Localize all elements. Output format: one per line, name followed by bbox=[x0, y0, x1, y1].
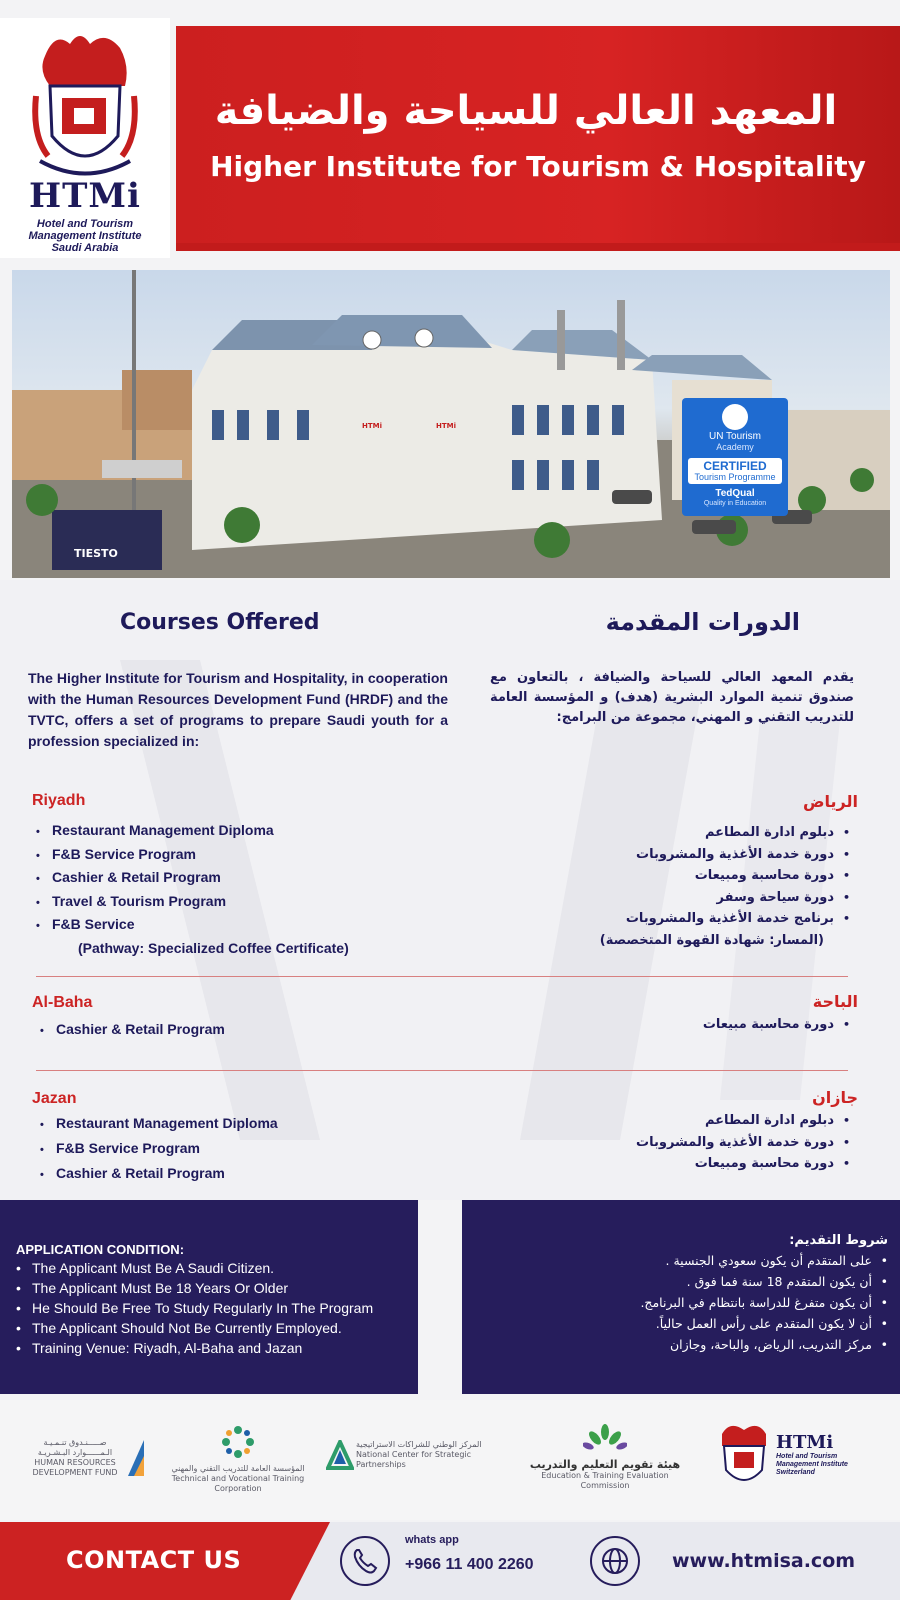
list-item: • دورة محاسبة ومبيعات bbox=[636, 1153, 850, 1175]
city-albaha-en: Al-Baha bbox=[32, 994, 93, 1011]
globe-icon[interactable] bbox=[590, 1536, 640, 1586]
list-item: • دورة محاسبة ومبيعات bbox=[600, 865, 850, 887]
photo-sign-text: TIESTO bbox=[74, 547, 118, 560]
list-item: • The Applicant Must Be A Saudi Citizen. bbox=[16, 1258, 402, 1278]
partner-logos bbox=[0, 1400, 900, 1520]
badge-tedqual: TedQual bbox=[715, 488, 755, 499]
city-jazan-en: Jazan bbox=[32, 1090, 77, 1107]
list-item: • دورة سياحة وسفر bbox=[600, 887, 850, 909]
list-item: • F&B Service Program bbox=[40, 1137, 278, 1162]
campus-photo bbox=[12, 270, 890, 578]
list-item: • Cashier & Retail Program bbox=[36, 867, 349, 891]
city-riyadh-ar: الرياض bbox=[803, 792, 858, 811]
tvtc-icon bbox=[220, 1424, 256, 1460]
list-item: • دورة خدمة الأغذية والمشروبات bbox=[636, 1132, 850, 1154]
list-item: • The Applicant Should Not Be Currently Employed. bbox=[16, 1318, 402, 1338]
website-link[interactable]: www.htmisa.com bbox=[672, 1550, 856, 1572]
conditions-ar bbox=[462, 1200, 900, 1394]
city-albaha-ar: الباحة bbox=[812, 992, 858, 1011]
list-item: • Cashier & Retail Program bbox=[40, 1019, 225, 1043]
conditions-en bbox=[0, 1200, 418, 1394]
list-item: • F&B Service Program bbox=[36, 844, 349, 868]
list-item: • دورة خدمة الأغذية والمشروبات bbox=[600, 844, 850, 866]
list-item-pathway: (المسار: شهادة القهوة المتخصصة) bbox=[599, 932, 824, 948]
ncsp-logo: المركز الوطني للشراكات الاستراتيجية National Center for Strategic Partnerships bbox=[326, 1440, 490, 1470]
riyadh-courses-ar bbox=[600, 822, 850, 951]
list-item: • أن لا يكون المتقدم على رأس العمل حالياً. bbox=[478, 1313, 888, 1334]
list-item: • على المتقدم أن يكون سعودي الجنسية . bbox=[478, 1250, 888, 1271]
tvtc-logo: المؤسسة العامة للتدريب التقني والمهني Technical and Vocational Training Corporation bbox=[168, 1424, 308, 1494]
title-english: Higher Institute for Tourism & Hospitality bbox=[210, 150, 866, 183]
whatsapp-label: whats app bbox=[405, 1534, 459, 1546]
list-item: • He Should Be Free To Study Regularly In The Program bbox=[16, 1298, 402, 1318]
logo-subtitle: Hotel and Tourism Management Institute Saudi Arabia bbox=[28, 218, 142, 254]
albaha-courses-ar bbox=[703, 1014, 850, 1036]
list-item: • Restaurant Management Diploma bbox=[36, 820, 349, 844]
list-item: • دبلوم ادارة المطاعم bbox=[636, 1110, 850, 1132]
un-tourism-badge bbox=[682, 398, 788, 516]
intro-en: The Higher Institute for Tourism and Hospitality, in cooperation with the Human Resources Development Fund (HRDF) and the TVTC, offers a set of programs to prepare Saudi youth for a profession specialized in: bbox=[28, 670, 448, 749]
list-item: • برنامج خدمة الأغذية والمشروبات bbox=[600, 908, 850, 930]
ncsp-icon bbox=[326, 1440, 354, 1470]
badge-certified: CERTIFIED Tourism Programme bbox=[688, 458, 782, 484]
list-item-pathway: (Pathway: Specialized Coffee Certificate) bbox=[78, 939, 349, 956]
list-item: • The Applicant Must Be 18 Years Or Older bbox=[16, 1278, 402, 1298]
list-item: • دبلوم ادارة المطاعم bbox=[600, 822, 850, 844]
list-item: • F&B Service bbox=[36, 914, 349, 938]
conditions-title-ar: شروط التقديم: bbox=[789, 1233, 888, 1248]
etec-icon bbox=[583, 1424, 627, 1452]
phone-icon[interactable] bbox=[340, 1536, 390, 1586]
photo-building-sign-1: HTMi bbox=[362, 422, 382, 430]
list-item: • أن يكون متفرغ للدراسة بانتظام في البرنامج. bbox=[478, 1292, 888, 1313]
photo-building-sign-2: HTMi bbox=[436, 422, 456, 430]
list-item: • Restaurant Management Diploma bbox=[40, 1112, 278, 1137]
riyadh-courses-en bbox=[36, 820, 349, 959]
city-jazan-ar: جازان bbox=[812, 1088, 858, 1107]
title-arabic: المعهد العالي للسياحة والضيافة bbox=[214, 88, 838, 134]
list-item: • مركز التدريب، الرياض، والباحة، وجازان bbox=[478, 1334, 888, 1355]
title-banner bbox=[176, 26, 900, 251]
phone-number-link[interactable]: +966 11 400 2260 bbox=[405, 1556, 534, 1573]
logo-wordmark: HTMi bbox=[29, 176, 141, 216]
courses-heading-ar: الدورات المقدمة bbox=[605, 608, 800, 636]
list-item: • Travel & Tourism Program bbox=[36, 891, 349, 915]
list-item: • دورة محاسبة مبيعات bbox=[703, 1014, 850, 1036]
conditions-title-en: APPLICATION CONDITION: bbox=[16, 1242, 185, 1257]
htmi-switzerland-logo: HTMi Hotel and Tourism Management Institute Switzerland bbox=[716, 1420, 866, 1477]
htmi-crest-icon bbox=[716, 1420, 772, 1490]
hrdf-logo: صـــــنـدوق تنـمـيـة الـمــــــوارد البـشـريـة HUMAN RESOURCES DEVELOPMENT FUND bbox=[28, 1438, 148, 1478]
etec-logo: هيئة تقويم التعليم والتدريب Education & Training Evaluation Commission bbox=[520, 1424, 690, 1491]
badge-line2: Academy bbox=[716, 442, 754, 452]
albaha-courses-en bbox=[40, 1019, 225, 1043]
intro-ar: يقدم المعهد العالي للسياحة والضيافة ، بالتعاون مع صندوق تنمية الموارد البشرية (هدف) و المؤسسة العامة للتدريب التقني و المهني، مجموعة من البرامج: bbox=[490, 670, 854, 725]
footer bbox=[0, 1522, 900, 1600]
list-item: • أن يكون المتقدم 18 سنة فما فوق . bbox=[478, 1271, 888, 1292]
badge-tedqual-sub: Quality in Education bbox=[703, 500, 767, 507]
jazan-courses-ar bbox=[636, 1110, 850, 1175]
divider bbox=[36, 976, 848, 977]
list-item: • Training Venue: Riyadh, Al-Baha and Jazan bbox=[16, 1338, 402, 1358]
courses-heading-en: Courses Offered bbox=[120, 610, 320, 635]
institute-logo bbox=[0, 18, 170, 258]
city-riyadh-en: Riyadh bbox=[32, 792, 86, 809]
badge-line1: UN Tourism bbox=[708, 431, 762, 442]
contact-us-label: CONTACT US bbox=[66, 1546, 242, 1574]
jazan-courses-en bbox=[40, 1112, 278, 1187]
un-tourism-icon bbox=[722, 404, 748, 430]
hrdf-icon bbox=[124, 1438, 148, 1478]
divider bbox=[36, 1070, 848, 1071]
list-item: • Cashier & Retail Program bbox=[40, 1162, 278, 1187]
crest-icon bbox=[30, 26, 140, 186]
